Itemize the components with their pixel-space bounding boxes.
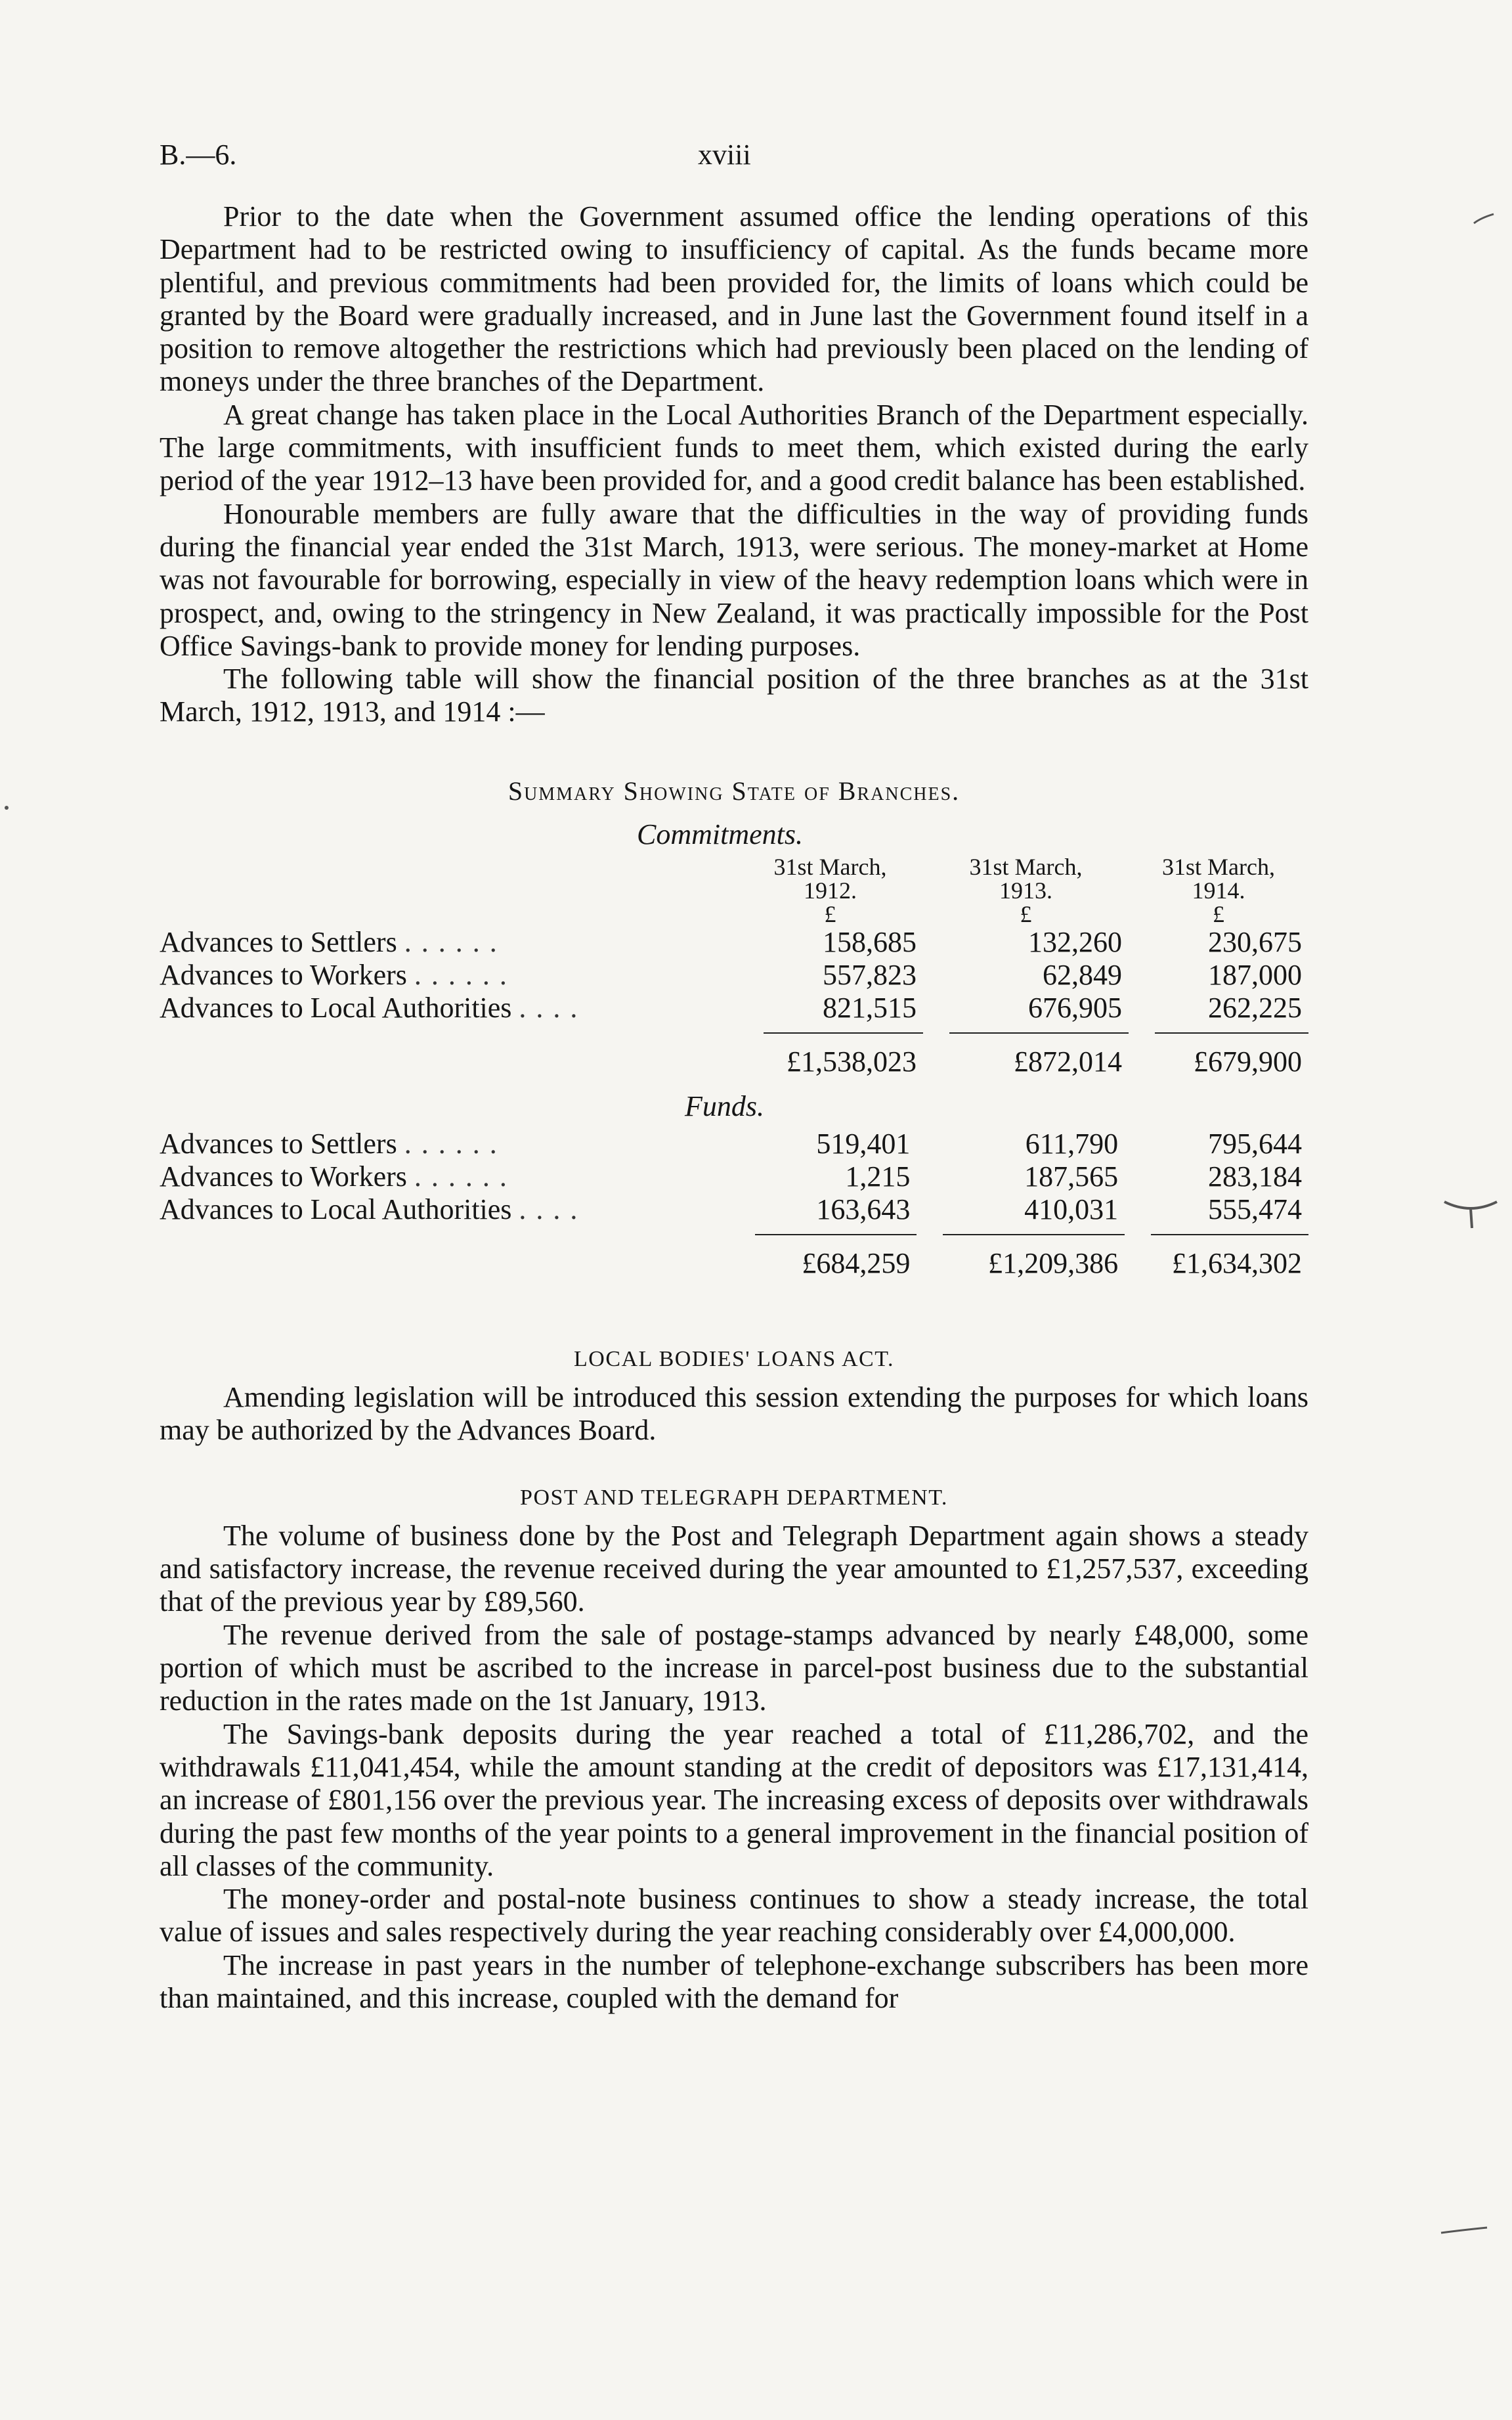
paragraph: The following table will show the financial position of the three branches as at the 31st March, 1912, 1913, and 1914 :—	[160, 663, 1308, 728]
table-cell: 555,474	[1208, 1193, 1302, 1225]
scan-mark	[1444, 1202, 1497, 1228]
table-cell: 557,823	[823, 959, 917, 992]
rule-row	[160, 1024, 1308, 1034]
table-cell: 410,031	[1024, 1193, 1119, 1225]
table-title: Summary Showing State of Branches.	[508, 776, 961, 806]
dot-leader: . . . . . .	[414, 959, 508, 992]
row-label: Advances to Settlers	[160, 1127, 397, 1160]
table-cell: 230,675	[1208, 926, 1302, 959]
paragraph: The revenue derived from the sale of postage-stamps advanced by nearly £48,000, some portion of which must be ascribed to the increase in parcel-post business due to the substantial reduction in the rates made on the 1st January, 1913.	[160, 1618, 1308, 1717]
table-cell: 611,790	[1025, 1127, 1119, 1160]
page-number: xviii	[698, 139, 751, 171]
table-cell: 187,000	[1208, 959, 1302, 992]
paragraph: The increase in past years in the number of telephone-exchange subscribers has been more than maintained, and this increase, coupled with the demand for	[160, 1948, 1308, 2014]
section-heading-post-telegraph: POST AND TELEGRAPH DEPARTMENT.	[520, 1485, 948, 1510]
total-cell: £684,259	[802, 1246, 911, 1279]
paragraph: The Savings-bank deposits during the year reached a total of £11,286,702, and the withdrawals £11,041,454, while the amount standing at the credit of depositors was £17,131,414, an increase of £801,156 over the previous year. The increasing excess of deposits over withdrawals during the past few months of the year points to a general improvement in the financial position of all classes of the community.	[160, 1717, 1308, 1882]
totals-row	[160, 1235, 1308, 1280]
row-label: Advances to Local Authorities	[160, 992, 512, 1024]
commitments-heading: Commitments.	[637, 818, 803, 851]
total-cell: £872,014	[1014, 1045, 1122, 1078]
row-label: Advances to Workers	[160, 959, 407, 992]
table-row	[160, 1128, 1308, 1160]
dot-leader: . . . .	[519, 992, 579, 1024]
column-header-1912: 31st March, 1912. £	[773, 854, 887, 928]
table-row	[160, 1160, 1308, 1193]
table-cell: 132,260	[1028, 926, 1122, 959]
total-cell: £1,538,023	[787, 1045, 917, 1078]
table-cell: 158,685	[823, 926, 917, 959]
totals-row	[160, 1034, 1308, 1078]
table-cell: 821,515	[823, 992, 917, 1024]
paragraph: Honourable members are fully aware that the difficulties in the way of providing funds during the financial year ended the 31st March, 1913, were serious. The money-market at Home was not favourable for borrowing, especially in view of the heavy redemption loans which were in prospect, and, owing to the stringency in New Zealand, it was practically impossible for the Post Office Savings-bank to provide money for lending purposes.	[160, 497, 1308, 662]
table-row	[160, 992, 1308, 1024]
paragraph: A great change has taken place in the Local Authorities Branch of the Department especially. The large commitments, with insufficient funds to meet them, which existed during the early period of the year 1912–13 have been provided for, and a good credit balance has been established.	[160, 398, 1308, 497]
scan-mark	[1474, 214, 1494, 223]
table-cell: 283,184	[1208, 1160, 1302, 1193]
summary-table-commitments	[160, 855, 1308, 1078]
scan-mark	[5, 806, 9, 810]
text-column	[160, 200, 1308, 2015]
paragraph: The volume of business done by the Post and Telegraph Department again shows a steady and satisfactory increase, the revenue received during the year amounted to £1,257,537, exceeding that of the previous year by £89,560.	[160, 1519, 1308, 1618]
table-cell: 519,401	[816, 1127, 911, 1160]
rule-row	[160, 1226, 1308, 1235]
paragraph: Prior to the date when the Government assumed office the lending operations of this Department had to be restricted owing to insufficiency of capital. As the funds became more plentiful, and previous commitments had been provided for, the limits of loans which could be granted by the Board were gradually increased, and in June last the Government found itself in a position to remove altogether the restrictions which had previously been placed on the lending of moneys under the three branches of the Department.	[160, 200, 1308, 398]
section-heading-local-bodies: LOCAL BODIES' LOANS ACT.	[574, 1346, 894, 1371]
table-row	[160, 959, 1308, 992]
column-header-1914: 31st March, 1914. £	[1162, 854, 1275, 928]
dot-leader: . . . .	[519, 1193, 579, 1225]
table-cell: 262,225	[1208, 992, 1302, 1024]
funds-heading: Funds.	[685, 1090, 764, 1123]
dot-leader: . . . . . .	[404, 926, 498, 959]
column-headers	[160, 855, 1308, 926]
table-row	[160, 926, 1308, 959]
column-header-1913: 31st March, 1913. £	[969, 854, 1083, 928]
table-cell: 795,644	[1208, 1127, 1302, 1160]
paragraph: Amending legislation will be introduced this session extending the purposes for which loans may be authorized by the Advances Board.	[160, 1380, 1308, 1447]
table-cell: 676,905	[1028, 992, 1122, 1024]
row-label: Advances to Local Authorities	[160, 1193, 512, 1225]
dot-leader: . . . . . .	[404, 1127, 498, 1160]
total-cell: £1,209,386	[988, 1246, 1119, 1279]
paragraph: The money-order and postal-note business continues to show a steady increase, the total value of issues and sales respectively during the year reaching considerably over £4,000,000.	[160, 1883, 1308, 1948]
dot-leader: . . . . . .	[414, 1160, 508, 1193]
parliamentary-paper-code: B.—6.	[160, 139, 237, 171]
total-cell: £1,634,302	[1172, 1246, 1302, 1279]
total-cell: £679,900	[1194, 1045, 1302, 1078]
summary-table-funds	[160, 1128, 1308, 1280]
table-cell: 187,565	[1024, 1160, 1119, 1193]
row-label: Advances to Workers	[160, 1160, 407, 1193]
row-label: Advances to Settlers	[160, 926, 397, 959]
scan-mark	[1441, 2228, 1487, 2233]
table-cell: 1,215	[845, 1160, 911, 1193]
table-cell: 163,643	[816, 1193, 911, 1225]
table-cell: 62,849	[1043, 959, 1122, 992]
table-row	[160, 1193, 1308, 1226]
